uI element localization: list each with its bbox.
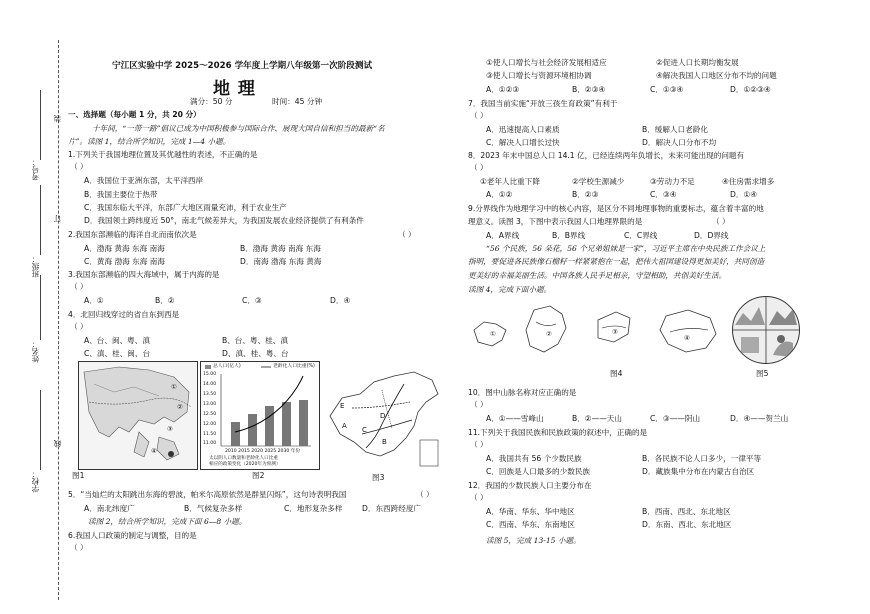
q6-statement-1: ①使人口增长与社会经济发展相适应 — [486, 58, 607, 67]
q5-option-a[interactable]: A．南北纬度广 — [84, 504, 135, 513]
q8-option-b[interactable]: B．②③ — [572, 190, 599, 199]
q7-stem: 7．我国当前实施“开放三孩生育政策”有利于 — [468, 99, 618, 108]
q3-option-d[interactable]: D．④ — [330, 296, 351, 305]
q8-statement-4: ④住房需求增多 — [722, 177, 775, 186]
q2-answer-paren[interactable]: （ ） — [398, 230, 416, 239]
q12-option-d[interactable]: D．东南、西北、东北地区 — [642, 520, 732, 529]
q12-stem: 12．我国的少数民族人口主要分布在 — [468, 481, 592, 490]
q11-stem: 11.下列关于我国民族和民族政策的叙述中，正确的是 — [468, 428, 648, 437]
q9-stem-line-2: 理意义。读图 3，下图中表示我国人口地理界限的是 — [468, 217, 643, 226]
xingming-label: 姓名： — [31, 340, 40, 363]
q8-option-a[interactable]: A．①② — [486, 190, 513, 199]
ethnic-intro-line-1: “56 个民族，56 朵花，56 个兄弟姐妹是一家”，习近平主席在中央民族工作会议上 — [486, 244, 766, 253]
q9-answer-paren[interactable]: （ ） — [712, 217, 730, 226]
q6-option-d[interactable]: D．①②③④ — [730, 85, 771, 94]
q8-option-c[interactable]: C．③④ — [650, 190, 677, 199]
q11-answer-paren[interactable]: （ ） — [470, 440, 488, 449]
fig2-legend-2: 老龄化人口比重(%) — [273, 364, 315, 369]
q7-answer-paren[interactable]: （ ） — [470, 111, 488, 120]
fig2-y-2: 13.50 — [203, 392, 217, 397]
section-heading: 一、选择题（每小题 1 分，共 20 分） — [68, 110, 201, 119]
q3-option-a[interactable]: A．① — [84, 296, 104, 305]
fig4-mark-1: ① — [490, 330, 496, 338]
q2-stem: 2.我国东部濒临的海洋自北而南依次是 — [68, 230, 197, 239]
fig2-x-axis: 2010 2015 2020 2025 2030 年份 — [225, 449, 300, 454]
q3-stem: 3.我国东部濒临的四大海域中，属于内海的是 — [68, 270, 220, 279]
fig3-label-b: B — [382, 438, 387, 446]
q11-option-d[interactable]: D．藏族集中分布在内蒙古自治区 — [642, 467, 755, 476]
q8-answer-paren[interactable]: （ ） — [470, 163, 488, 172]
figure-2-caption: 图2 — [252, 471, 265, 480]
q10-option-a[interactable]: A．①——雪峰山 — [486, 414, 544, 423]
fig1-mark-2: ② — [177, 403, 183, 411]
figure-2-chart — [200, 361, 320, 470]
q8-statement-2: ②学校生源减少 — [572, 177, 625, 186]
q2-option-d[interactable]: D．南海 渤海 东海 黄海 — [240, 257, 322, 266]
q9-option-b[interactable]: B．B界线 — [552, 231, 586, 240]
fig3-label-a: A — [342, 422, 347, 430]
fig4-mark-3: ③ — [612, 328, 618, 336]
xingming-blank[interactable] — [40, 275, 41, 340]
ethnic-intro-line-3: 更美好的幸福美丽生活。中国各族人民手足相亲，守望相助，共创美好生活。 — [468, 271, 727, 280]
q4-option-a[interactable]: A、台、闽、粤、滇 — [84, 336, 150, 345]
q7-option-c[interactable]: C．解决人口增长过快 — [486, 138, 560, 147]
kaohao-blank[interactable] — [40, 90, 41, 160]
q5-option-b[interactable]: B．气候复杂多样 — [184, 504, 243, 513]
q7-option-a[interactable]: A．迅速提高人口素质 — [486, 125, 560, 134]
q10-option-c[interactable]: C．③——阴山 — [650, 414, 701, 423]
fig2-y-5: 12.00 — [203, 422, 217, 427]
fig1-mark-1: ① — [171, 383, 177, 391]
zhuang-mark: 装 — [53, 115, 62, 123]
figure-1-map — [78, 361, 198, 470]
q12-option-b[interactable]: B．西南、西北、东北地区 — [642, 507, 731, 516]
q2-option-c[interactable]: C．黄海 渤海 东海 南海 — [84, 257, 165, 266]
q7-option-b[interactable]: B．缓解人口老龄化 — [642, 125, 708, 134]
q4-option-b[interactable]: B、台、粤、桂、滇 — [222, 336, 288, 345]
fig4-mark-4: ④ — [684, 334, 690, 342]
q6-statement-3: ③使人口增长与资源环境相协调 — [486, 71, 592, 80]
q1-option-a[interactable]: A．我国位于亚洲东部，太平洋西岸 — [84, 176, 204, 185]
exam-time: 时间：45 分钟 — [272, 97, 323, 106]
q9-stem-line-1: 9.分界线作为地理学习中的核心内容，是区分不同地理事物的重要标志，蕴含着丰富的地 — [468, 204, 764, 213]
q5-option-d[interactable]: D．东西跨经度广 — [362, 504, 422, 513]
fig2-y-6: 11.50 — [203, 432, 217, 437]
q12-answer-paren[interactable]: （ ） — [470, 493, 488, 502]
figure-4-caption: 图4 — [610, 369, 623, 378]
q8-statement-3: ③劳动力不足 — [650, 177, 695, 186]
q1-option-b[interactable]: B．我国主要位于热带 — [84, 190, 158, 199]
ding-mark: 订 — [53, 215, 62, 223]
binding-line — [58, 40, 59, 600]
xuexiao-blank[interactable] — [40, 390, 41, 470]
q4-option-c[interactable]: C、滇、桂、闽、台 — [84, 349, 151, 358]
fig2-note-1: 太以阴人口数量和老龄化人口比重 — [209, 456, 278, 461]
q4-answer-paren[interactable]: （ ） — [70, 322, 88, 331]
q4-option-d[interactable]: D、滇、桂、粤、台 — [222, 349, 289, 358]
fig1-mark-3: ③ — [167, 425, 173, 433]
intro-line-1: 十年间，“一带一路”倡议已成为中国积极参与国际合作、展现大国自信和担当的最新“名 — [92, 124, 385, 133]
q10-option-b[interactable]: B．②——天山 — [572, 414, 622, 423]
ethnic-intro-line-4: 读图 4，完成下面小题。 — [468, 285, 552, 294]
q6-statement-4: ④解决我国人口地区分布不均的问题 — [656, 71, 777, 80]
read-fig2-instruction: 读图 2，结合所学知识，完成下面 6—8 小题。 — [88, 517, 247, 526]
intro-line-2: 片”。读图 1，结合所学知识，完成 1—4 小题。 — [68, 137, 231, 146]
q4-stem: 4．北回归线穿过的省自东到西是 — [68, 310, 180, 319]
q6-statement-2: ②促进人口长期均衡发展 — [656, 58, 739, 67]
q10-answer-paren[interactable]: （ ） — [470, 400, 488, 409]
q1-option-c[interactable]: C．我国东临大平洋，东部广大地区雨量充沛，利于农业生产 — [84, 203, 287, 212]
q6-option-a[interactable]: A．①②③ — [486, 85, 520, 94]
figure-4-provinces — [470, 300, 730, 370]
q6-option-c[interactable]: C．①③④ — [650, 85, 684, 94]
banji-label: 班级： — [31, 255, 40, 278]
read-fig5-instruction: 读图 5，完成 13-15 小题。 — [486, 536, 581, 545]
q6-answer-paren[interactable]: （ ） — [70, 543, 88, 552]
xuexiao-label: 学校： — [31, 470, 40, 493]
q8-option-d[interactable]: D．①④ — [730, 190, 758, 199]
exam-title: 宁江区实验中学 2025～2026 学年度上学期八年级第一次阶段测试 — [112, 61, 373, 71]
q11-option-b[interactable]: B．各民族不论人口多少，一律平等 — [642, 454, 762, 463]
q8-statement-1: ①老年人比重下降 — [480, 177, 540, 186]
q9-option-d[interactable]: D．D界线 — [694, 231, 729, 240]
figure-1-caption: 图1 — [72, 471, 85, 480]
ethnic-intro-line-2: 指明，要促进各民族像石榴籽一样紧紧抱在一起，把伟大祖国建设得更加美好，共同创造 — [468, 257, 765, 266]
q6-option-b[interactable]: B．②③④ — [572, 85, 606, 94]
xian-mark: 线 — [53, 440, 62, 448]
figure-5-collage — [732, 296, 800, 364]
q1-answer-paren[interactable]: （ ） — [70, 162, 88, 171]
fig2-y-1: 14.00 — [203, 382, 217, 387]
q12-option-c[interactable]: C．西南、华东、东南地区 — [486, 520, 575, 529]
q5-answer-paren[interactable]: （ ） — [416, 490, 434, 499]
full-score: 满分：50 分 — [190, 97, 233, 106]
q6-stem: 6.我国人口政策的制定与调整，目的是 — [68, 531, 197, 540]
fig2-note-2: 相应的政策变化（2020年为预测） — [209, 462, 281, 467]
q12-option-a[interactable]: A．华南、华东、华中地区 — [486, 507, 575, 516]
q1-stem: 1.下列关于我国地理位置及其优越性的表述，不正确的是 — [68, 150, 258, 159]
figure-5-caption: 图5 — [756, 369, 769, 378]
banji-blank[interactable] — [40, 185, 41, 255]
q10-stem: 10．图中山脉名称对应正确的是 — [468, 388, 577, 397]
fig3-label-c: C — [362, 426, 367, 434]
q5-stem: 5．“当灿烂的太阳跳出东海的碧波，帕米尔高原依然是群星闪烁”，这句诗表明我国 — [68, 490, 347, 499]
fig2-y-7: 11.00 — [203, 441, 217, 446]
q2-option-a[interactable]: A．渤海 黄海 东海 南海 — [84, 244, 165, 253]
q7-option-d[interactable]: D．解决人口分布不均 — [642, 138, 717, 147]
subject-title: 地 理 — [213, 79, 256, 99]
q11-option-c[interactable]: C．回族是人口最多的少数民族 — [486, 467, 591, 476]
fig2-y-0: 15.00 — [203, 372, 217, 377]
q10-option-d[interactable]: D．④——贺兰山 — [730, 414, 789, 423]
fig3-label-d: D — [380, 412, 386, 420]
figure-3-caption: 图3 — [372, 473, 385, 482]
q3-answer-paren[interactable]: （ ） — [70, 282, 88, 291]
kaohao-label: 考号： — [31, 158, 40, 181]
fig2-y-3: 13.00 — [203, 402, 217, 407]
fig4-mark-2: ② — [546, 330, 552, 338]
q3-option-c[interactable]: C．③ — [242, 296, 262, 305]
q8-stem: 8．2023 年末中国总人口 14.1 亿，已经连续两年负增长，未来可能出现的问题有 — [468, 151, 745, 160]
q9-option-c[interactable]: C．C界线 — [624, 231, 658, 240]
q11-option-a[interactable]: A．我国共有 56 个少数民族 — [486, 454, 582, 463]
figure-3-map — [322, 368, 444, 472]
fig3-label-e: E — [340, 402, 345, 410]
fig1-mark-4: ④ — [151, 447, 157, 455]
q9-option-a[interactable]: A．A界线 — [486, 231, 520, 240]
q3-option-b[interactable]: B．② — [155, 296, 175, 305]
q5-option-c[interactable]: C．地形复杂多样 — [284, 504, 343, 513]
fig2-legend-1: 总人口(亿人) — [213, 364, 241, 369]
q2-option-b[interactable]: B．渤海 黄海 南海 东海 — [240, 244, 321, 253]
fig2-y-4: 12.50 — [203, 412, 217, 417]
q1-option-d[interactable]: D．我国领土跨纬度近 50°，南北气候差异大，为我国发展农业经济提供了有利条件 — [84, 216, 364, 225]
